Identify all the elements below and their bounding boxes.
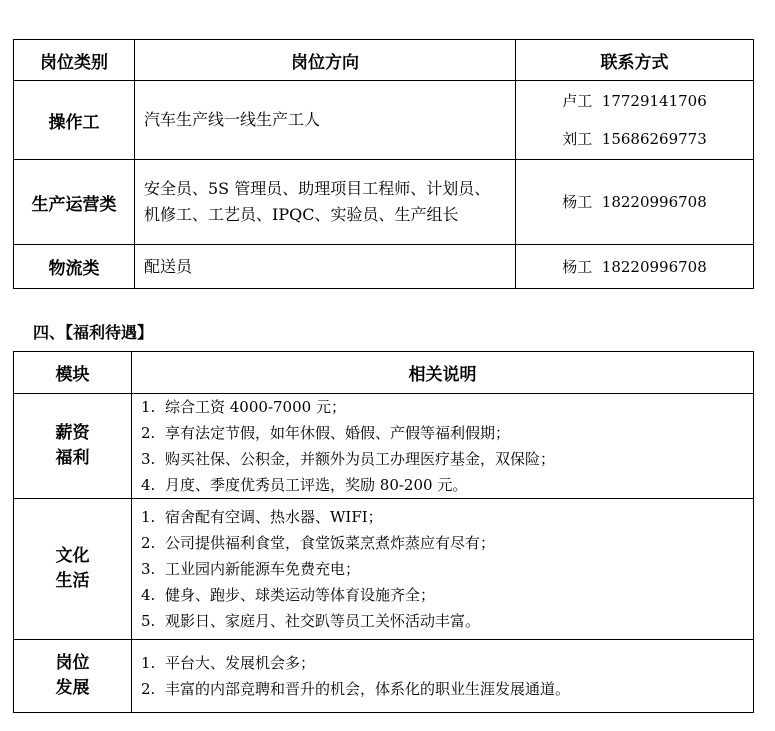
list-item: 4. 月度、季度优秀员工评选，奖励 80-200 元。 xyxy=(141,476,468,494)
list-item: 2. 丰富的内部竞聘和晋升的机会，体系化的职业生涯发展通道。 xyxy=(141,680,571,698)
list-item: 1. 综合工资 4000-7000 元； xyxy=(141,398,346,416)
job-contact xyxy=(516,81,754,160)
contact-line: 杨工 18220996708 xyxy=(562,257,707,276)
module-name: 文化 生活 xyxy=(14,499,132,640)
contact-line: 杨工 18220996708 xyxy=(562,193,707,211)
benefits-table xyxy=(13,351,754,713)
job-direction-line: 配送员 xyxy=(144,256,193,276)
jobs-header-row xyxy=(14,40,754,81)
benefits-header-row xyxy=(14,352,754,394)
header-direction: 岗位方向 xyxy=(135,40,516,81)
jobs-table xyxy=(13,39,754,289)
module-description xyxy=(132,499,754,640)
module-name: 薪资 福利 xyxy=(14,394,132,499)
table-row xyxy=(14,160,754,245)
list-item: 5. 观影日、家庭月、社交趴等员工关怀活动丰富。 xyxy=(141,612,481,630)
header-module: 模块 xyxy=(14,352,132,394)
job-contact xyxy=(516,160,754,245)
job-category: 生产运营类 xyxy=(14,160,135,245)
job-direction xyxy=(135,160,516,245)
list-item: 3. 购买社保、公积金，并额外为员工办理医疗基金，双保险； xyxy=(141,450,556,468)
header-description: 相关说明 xyxy=(132,352,754,394)
module-name: 岗位 发展 xyxy=(14,640,132,713)
header-contact: 联系方式 xyxy=(516,40,754,81)
module-description xyxy=(132,640,754,713)
table-row xyxy=(14,394,754,499)
table-row xyxy=(14,81,754,160)
header-category: 岗位类别 xyxy=(14,40,135,81)
table-row xyxy=(14,499,754,640)
job-direction-line: 机修工、工艺员、IPQC、实验员、生产组长 xyxy=(144,205,459,224)
list-item: 1. 平台大、发展机会多； xyxy=(141,654,316,672)
list-item: 4. 健身、跑步、球类运动等体育设施齐全； xyxy=(141,586,436,604)
list-item: 2. 公司提供福利食堂，食堂饭菜烹煮炸蒸应有尽有； xyxy=(141,534,496,552)
contact-line: 卢工 17729141706 xyxy=(562,92,707,110)
list-item: 3. 工业园内新能源车免费充电； xyxy=(141,560,361,578)
job-direction-line: 汽车生产线一线生产工人 xyxy=(144,110,321,129)
job-category: 操作工 xyxy=(14,81,135,160)
list-item: 2. 享有法定节假，如年休假、婚假、产假等福利假期； xyxy=(141,424,511,442)
job-contact xyxy=(516,245,754,289)
table-row xyxy=(14,245,754,289)
job-direction-line: 安全员、5S 管理员、助理项目工程师、计划员、 xyxy=(144,179,491,198)
job-direction xyxy=(135,245,516,289)
list-item: 1. 宿舍配有空调、热水器、WIFI； xyxy=(141,508,383,526)
job-category: 物流类 xyxy=(14,245,135,289)
contact-line: 刘工 15686269773 xyxy=(562,130,707,148)
section-heading: 四、【福利待遇】 xyxy=(33,323,154,342)
module-description xyxy=(132,394,754,499)
job-direction xyxy=(135,81,516,160)
table-row xyxy=(14,640,754,713)
